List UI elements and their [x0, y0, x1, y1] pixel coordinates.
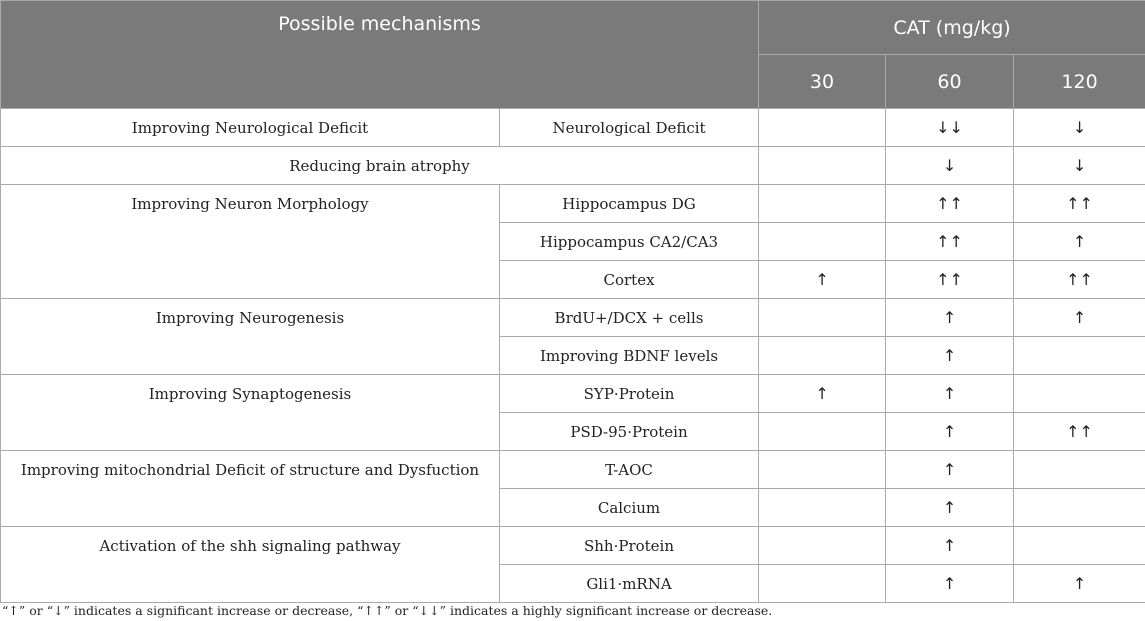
value-30-cell	[759, 489, 886, 527]
measure-cell: Gli1·mRNA	[500, 565, 759, 603]
value-60-cell: ↑	[886, 299, 1014, 337]
measure-cell: Neurological Deficit	[500, 109, 759, 147]
value-30-cell	[759, 451, 886, 489]
table-row	[1, 147, 1145, 185]
mechanism-group-cell: Improving Neurological Deficit	[1, 109, 500, 147]
value-30-cell	[759, 413, 886, 451]
measure-cell: SYP·Protein	[500, 375, 759, 413]
value-60-cell: ↑	[886, 413, 1014, 451]
mechanism-group-cell: Reducing brain atrophy	[1, 147, 759, 185]
value-30-cell	[759, 147, 886, 185]
table-row	[1, 109, 1145, 147]
value-60-cell: ↑↑	[886, 185, 1014, 223]
value-60-cell: ↑	[886, 375, 1014, 413]
header-dose-120: 120	[1014, 55, 1145, 109]
value-120-cell	[1014, 375, 1145, 413]
header-cat-dose: CAT (mg/kg)	[759, 1, 1145, 55]
value-120-cell: ↓	[1014, 109, 1145, 147]
table-row	[1, 375, 1145, 413]
value-120-cell: ↑	[1014, 299, 1145, 337]
mechanism-group-cell: Improving Neurogenesis	[1, 299, 500, 375]
mechanism-group-cell: Activation of the shh signaling pathway	[1, 527, 500, 603]
measure-cell: BrdU+/DCX + cells	[500, 299, 759, 337]
value-120-cell: ↑	[1014, 223, 1145, 261]
header-possible-mechanisms: Possible mechanisms	[1, 1, 759, 109]
value-60-cell: ↓↓	[886, 109, 1014, 147]
value-120-cell	[1014, 527, 1145, 565]
measure-cell: Shh·Protein	[500, 527, 759, 565]
measure-cell: Calcium	[500, 489, 759, 527]
value-120-cell: ↑↑	[1014, 413, 1145, 451]
value-120-cell: ↑	[1014, 565, 1145, 603]
value-60-cell: ↑	[886, 489, 1014, 527]
value-60-cell: ↓	[886, 147, 1014, 185]
value-30-cell	[759, 337, 886, 375]
measure-cell: Cortex	[500, 261, 759, 299]
measure-cell: Hippocampus CA2/CA3	[500, 223, 759, 261]
value-120-cell	[1014, 337, 1145, 375]
measure-cell: Improving BDNF levels	[500, 337, 759, 375]
header-dose-30: 30	[759, 55, 886, 109]
value-60-cell: ↑	[886, 451, 1014, 489]
value-30-cell	[759, 565, 886, 603]
measure-cell: Hippocampus DG	[500, 185, 759, 223]
value-30-cell: ↑	[759, 261, 886, 299]
value-120-cell: ↑↑	[1014, 261, 1145, 299]
table-row	[1, 451, 1145, 489]
header-dose-60: 60	[886, 55, 1014, 109]
table-row	[1, 527, 1145, 565]
value-60-cell: ↑↑	[886, 223, 1014, 261]
measure-cell: T-AOC	[500, 451, 759, 489]
mechanism-group-cell: Improving mitochondrial Deficit of structure and Dysfuction	[1, 451, 500, 527]
value-60-cell: ↑	[886, 565, 1014, 603]
value-120-cell	[1014, 489, 1145, 527]
table-footnote: “↑” or “↓” indicates a significant increase or decrease, “↑↑” or “↓↓” indicates a highly significant increase or decrease.	[2, 603, 773, 618]
measure-cell: PSD-95·Protein	[500, 413, 759, 451]
value-30-cell: ↑	[759, 375, 886, 413]
value-60-cell: ↑↑	[886, 261, 1014, 299]
table-row	[1, 299, 1145, 337]
mechanism-group-cell: Improving Neuron Morphology	[1, 185, 500, 299]
value-60-cell: ↑	[886, 527, 1014, 565]
mechanism-group-cell: Improving Synaptogenesis	[1, 375, 500, 451]
value-120-cell: ↓	[1014, 147, 1145, 185]
value-120-cell: ↑↑	[1014, 185, 1145, 223]
value-120-cell	[1014, 451, 1145, 489]
value-30-cell	[759, 109, 886, 147]
value-60-cell: ↑	[886, 337, 1014, 375]
value-30-cell	[759, 223, 886, 261]
value-30-cell	[759, 527, 886, 565]
value-30-cell	[759, 185, 886, 223]
value-30-cell	[759, 299, 886, 337]
table-row	[1, 185, 1145, 223]
